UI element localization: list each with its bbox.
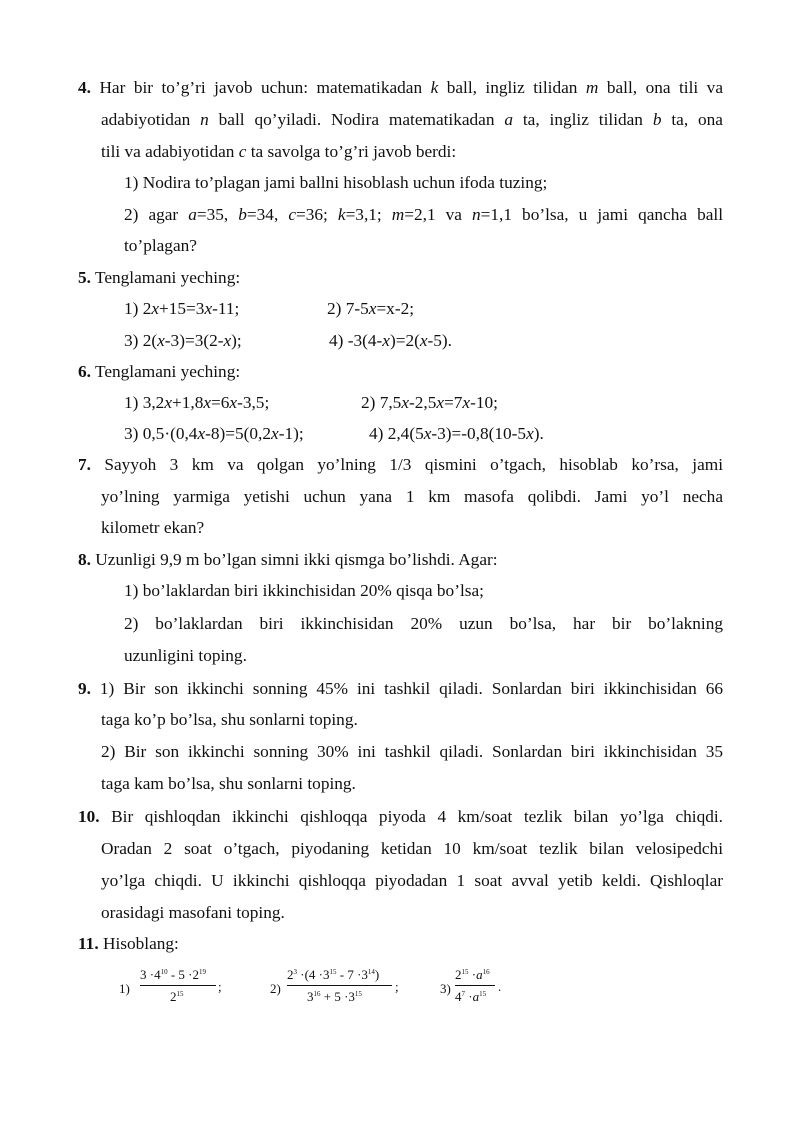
fraction-3-numerator: $2^{15} \cdot a^{16}$: [455, 967, 490, 982]
problem-7-line-2: yo’lning yarmiga yetishi uchun yana 1 km masofa qolibdi. Jami yo’l necha: [101, 487, 723, 506]
problem-5-eq-3: 3) 2(x-3)=3(2-x);: [124, 331, 242, 350]
problem-number: 9.: [78, 679, 91, 698]
fraction-2-numerator: $2^3 \cdot(4 \cdot 3^{15} - 7 \cdot 3^{14})$: [287, 967, 380, 982]
problem-number: 5.: [78, 268, 91, 287]
problem-6-eq-1: 1) 3,2x+1,8x=6x-3,5;: [124, 393, 270, 412]
fraction-1-bar: [140, 985, 216, 986]
problem-6-eq-3: 3) 0,5·(0,4x-8)=5(0,2x-1);: [124, 424, 304, 443]
problem-8-sub-3: uzunligini toping.: [124, 646, 247, 665]
problem-11-title: 11. Hisoblang:: [78, 934, 179, 953]
fraction-1-denominator: $2^{15}$: [170, 989, 184, 1004]
problem-5-eq-4: 4) -3(4-x)=2(x-5).: [329, 331, 452, 350]
problem-7-line-3: kilometr ekan?: [101, 518, 205, 537]
problem-8-line-1: 8. Uzunligi 9,9 m bo’lgan simni ikki qismga bo’lishdi. Agar:: [78, 550, 498, 569]
problem-4-sub-3: to’plagan?: [124, 236, 197, 255]
fraction-2-label: 2): [270, 981, 281, 996]
problem-7-line-1: 7. Sayyoh 3 km va qolgan yo’lning 1/3 qismini o’tgach, hisoblab ko’rsa, jami: [78, 455, 723, 474]
problem-4-line-3: tili va adabiyotidan c ta savolga to’g’ri javob berdi:: [101, 142, 457, 161]
problem-number: 8.: [78, 550, 91, 569]
problem-number: 4.: [78, 78, 91, 97]
fraction-1-numerator: $3 \cdot 4^{10} - 5 \cdot 2^{19}$: [140, 967, 207, 982]
fraction-2-semicolon: ;: [395, 979, 399, 994]
problem-10-line-1: 10. Bir qishloqdan ikkinchi qishloqqa piyoda 4 km/soat tezlik bilan yo’lga chiqdi.: [78, 807, 723, 826]
problem-number: 11.: [78, 934, 99, 953]
problem-10-line-4: orasidagi masofani toping.: [101, 903, 285, 922]
problem-8-sub-2: 2) bo’laklardan biri ikkinchisidan 20% uzun bo’lsa, har bir bo’lakning: [124, 614, 723, 633]
problem-6-title: 6. Tenglamani yeching:: [78, 362, 241, 381]
fraction-2-bar: [287, 985, 392, 986]
problem-number: 10.: [78, 807, 100, 826]
problem-6-eq-4: 4) 2,4(5x-3)=-0,8(10-5x).: [369, 424, 544, 443]
problem-9-line-2: taga ko’p bo’lsa, shu sonlarni toping.: [101, 710, 358, 729]
fraction-1-label: 1): [119, 981, 130, 996]
fraction-3-period: .: [498, 979, 502, 994]
problem-number: 7.: [78, 455, 91, 474]
problem-5-title: 5. Tenglamani yeching:: [78, 268, 241, 287]
problem-5-eq-1: 1) 2x+15=3x-11;: [124, 299, 240, 318]
problem-5-eq-2: 2) 7-5x=x-2;: [327, 299, 415, 318]
fraction-3-denominator: $4^7 \cdot a^{15}$: [455, 989, 487, 1004]
problem-8-sub-1: 1) bo’laklardan biri ikkinchisidan 20% qisqa bo’lsa;: [124, 581, 484, 600]
fraction-3-label: 3): [440, 981, 451, 996]
problem-9-line-3: 2) Bir son ikkinchi sonning 30% ini tashkil qiladi. Sonlardan biri ikkinchisidan 35: [101, 742, 723, 761]
fraction-2-denominator: $3^{16} + 5 \cdot 3^{15}$: [307, 989, 362, 1004]
problem-9-line-4: taga kam bo’lsa, shu sonlarni toping.: [101, 774, 356, 793]
problem-4-sub-2: 2) agar a=35, b=34, c=36; k=3,1; m=2,1 va n=1,1 bo’lsa, u jami qancha ball: [124, 205, 723, 224]
problem-number: 6.: [78, 362, 91, 381]
fraction-1-semicolon: ;: [218, 979, 222, 994]
problem-10-line-3: yo’lga chiqdi. U ikkinchi qishloqqa piyodadan 1 soat avval yetib keldi. Qishloqlar: [101, 871, 723, 890]
problem-4-line-2: adabiyotidan n ball qo’yiladi. Nodira matematikadan a ta, ingliz tilidan b ta, ona: [101, 110, 723, 129]
problem-4-line-1: 4. Har bir to’g’ri javob uchun: matematikadan k ball, ingliz tilidan m ball, ona tili va: [78, 78, 723, 97]
problem-6-eq-2: 2) 7,5x-2,5x=7x-10;: [361, 393, 498, 412]
problem-10-line-2: Oradan 2 soat o’tgach, piyodaning ketidan 10 km/soat tezlik bilan velosipedchi: [101, 839, 723, 858]
problem-4-sub-1: 1) Nodira to’plagan jami ballni hisoblash uchun ifoda tuzing;: [124, 173, 548, 192]
problem-9-line-1: 9. 1) Bir son ikkinchi sonning 45% ini tashkil qiladi. Sonlardan biri ikkinchisidan 66: [78, 679, 723, 698]
fraction-3-bar: [455, 985, 495, 986]
